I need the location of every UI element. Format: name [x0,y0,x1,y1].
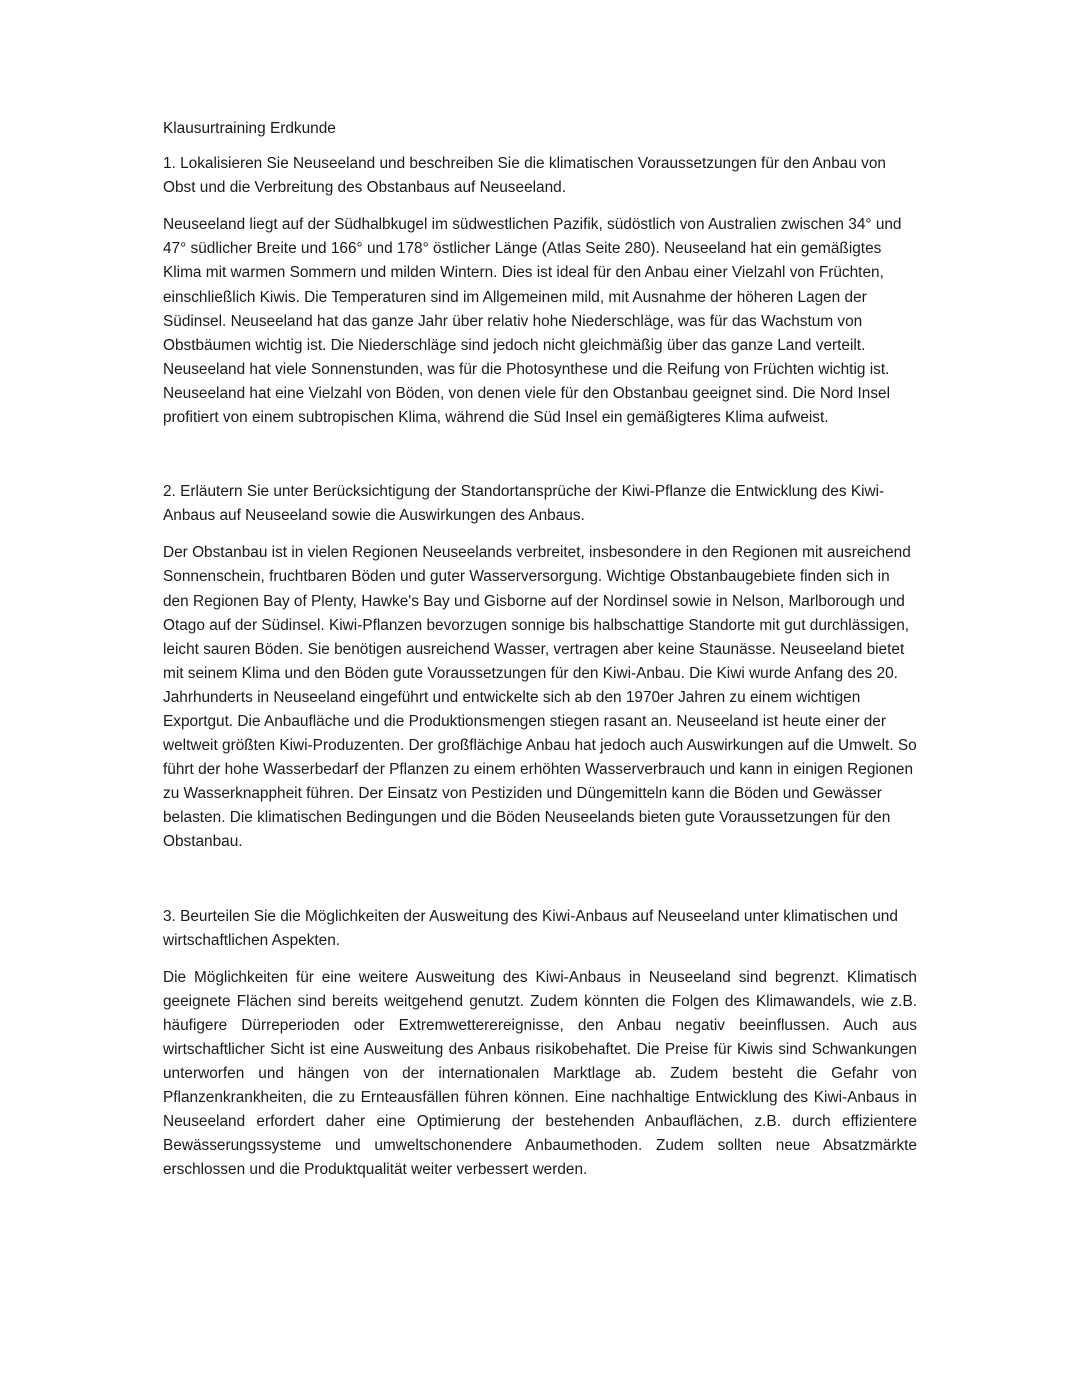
answer-2: Der Obstanbau ist in vielen Regionen Neuseelands verbreitet, insbesondere in den Regionen mit ausreichend Sonnenschein, fruchtbaren Böden und guter Wasserversorgung. Wichtige Obstanbaugebiete finden sich in den Regionen Bay of Plenty, Hawke's Bay und Gisborne auf der Nordinsel sowie in Nelson, Marlborough und Otago auf der Südinsel. Kiwi-Pflanzen bevorzugen sonnige bis halbschattige Standorte mit gut durchlässigen, leicht sauren Böden. Sie benötigen ausreichend Wasser, vertragen aber keine Staunässe. Neuseeland bietet mit seinem Klima und den Böden gute Voraussetzungen für den Kiwi-Anbau. Die Kiwi wurde Anfang des 20. Jahrhunderts in Neuseeland eingeführt und entwickelte sich ab den 1970er Jahren zu einem wichtigen Exportgut. Die Anbaufläche und die Produktionsmengen stiegen rasant an. Neuseeland ist heute einer der weltweit größten Kiwi-Produzenten. Der großflächige Anbau hat jedoch auch Auswirkungen auf die Umwelt. So führt der hohe Wasserbedarf der Pflanzen zu einem erhöhten Wasserverbrauch und kann in einigen Regionen zu Wasserknappheit führen. Der Einsatz von Pestiziden und Düngemitteln kann die Böden und Gewässer belasten. Die klimatischen Bedingungen und die Böden Neuseelands bieten gute Voraussetzungen für den Obstanbau. [163,544,917,851]
section-spacer [163,855,917,905]
document-page [163,117,917,1183]
question-1: 1. Lokalisieren Sie Neuseeland und beschreiben Sie die klimatischen Voraussetzungen für den Anbau von Obst und die Verbreitung des Obstanbaus auf Neuseeland. [163,155,886,197]
question-3: 3. Beurteilen Sie die Möglichkeiten der Ausweitung des Kiwi-Anbaus auf Neuseeland unter klimatischen und wirtschaftlichen Aspekten. [163,907,898,949]
section-spacer [163,430,917,480]
document-title: Klausurtraining Erdkunde [163,120,336,137]
answer-3: Die Möglichkeiten für eine weitere Ausweitung des Kiwi-Anbaus in Neuseeland sind begrenzt. Klimatisch geeignete Flächen sind bereits weitgehend genutzt. Zudem könnten die Folgen des Klimawandels, wie z.B. häufigere Dürreperioden oder Extremwetterereignisse, den Anbau negativ beeinflussen. Auch aus wirtschaftlicher Sicht ist eine Ausweitung des Anbaus risikobehaftet. Die Preise für Kiwis sind Schwankungen unterworfen und hängen von der internationalen Marktlage ab. Zudem besteht die Gefahr von Pflanzenkrankheiten, die zu Ernteausfällen führen können. Eine nachhaltige Entwicklung des Kiwi-Anbaus in Neuseeland erfordert daher eine Optimierung der bestehenden Anbauflächen, z.B. durch effizientere Bewässerungssysteme und umweltschonendere Anbaumethoden. Zudem sollten neue Absatzmärkte erschlossen und die Produktqualität weiter verbessert werden. [163,968,917,1179]
answer-1: Neuseeland liegt auf der Südhalbkugel im südwestlichen Pazifik, südöstlich von Australien zwischen 34° und 47° südlicher Breite und 166° und 178° östlicher Länge (Atlas Seite 280). Neuseeland hat ein gemäßigtes Klima mit warmen Sommern und milden Wintern. Dies ist ideal für den Anbau einer Vielzahl von Früchten, einschließlich Kiwis. Die Temperaturen sind im Allgemeinen mild, mit Ausnahme der höheren Lagen der Südinsel. Neuseeland hat das ganze Jahr über relativ hohe Niederschläge, was für das Wachstum von Obstbäumen wichtig ist. Die Niederschläge sind jedoch nicht gleichmäßig über das ganze Land verteilt. Neuseeland hat viele Sonnenstunden, was für die Photosynthese und die Reifung von Früchten wichtig ist. Neuseeland hat eine Vielzahl von Böden, von denen viele für den Obstanbau geeignet sind. Die Nord Insel profitiert von einem subtropischen Klima, während die Süd Insel ein gemäßigteres Klima aufweist. [163,216,902,427]
question-2: 2. Erläutern Sie unter Berücksichtigung der Standortansprüche der Kiwi-Pflanze die Entwicklung des Kiwi-Anbaus auf Neuseeland sowie die Auswirkungen des Anbaus. [163,483,885,525]
